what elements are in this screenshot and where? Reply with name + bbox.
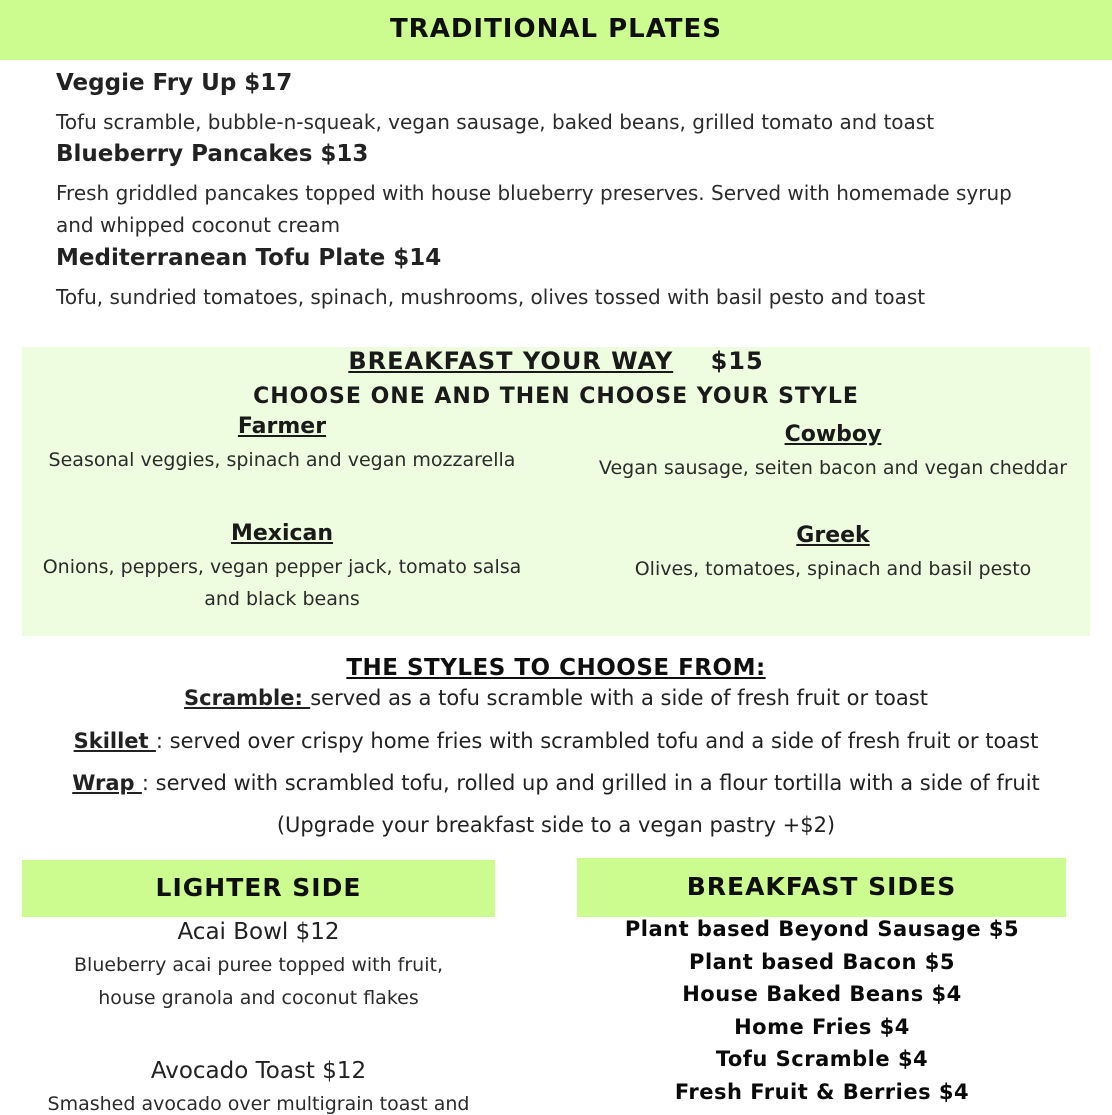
traditional-header: TRADITIONAL PLATES: [389, 14, 723, 44]
style-text-skillet: : served over crispy home fries with scrambled tofu and a side of fresh fruit or toast: [155, 729, 1039, 753]
item-name-avocado-toast: Avocado Toast $12: [150, 1058, 367, 1084]
option-desc-cowboy: Vegan sausage, seiten bacon and vegan cheddar: [598, 457, 1068, 479]
option-desc-mexican-2: and black beans: [204, 588, 360, 610]
lighter-header: LIGHTER SIDE: [155, 873, 362, 902]
option-desc-farmer: Seasonal veggies, spinach and vegan mozzarella: [48, 449, 516, 471]
item-desc-veggie-fry-up: Tofu scramble, bubble-n-squeak, vegan sausage, baked beans, grilled tomato and toast: [56, 110, 935, 134]
style-label-scramble: Scramble:: [184, 686, 311, 710]
side-item: House Baked Beans $4: [682, 982, 962, 1006]
item-name-veggie-fry-up: Veggie Fry Up $17: [56, 70, 293, 96]
item-name-blueberry-pancakes: Blueberry Pancakes $13: [56, 141, 369, 167]
style-skillet: [0, 729, 1112, 753]
item-desc-avocado-toast-1: Smashed avocado over multigrain toast and: [47, 1093, 470, 1115]
side-item: Fresh Fruit & Berries $4: [674, 1080, 970, 1104]
style-label-skillet: Skillet: [73, 729, 156, 753]
side-item: Plant based Beyond Sausage $5: [624, 917, 1020, 941]
byw-title-row: [0, 347, 1112, 375]
item-desc-blueberry-pancakes-1: Fresh griddled pancakes topped with house blueberry preserves. Served with homemade syrup: [56, 181, 1012, 205]
item-name-mediterranean-tofu: Mediterranean Tofu Plate $14: [56, 245, 442, 271]
side-item: Tofu Scramble $4: [715, 1047, 929, 1071]
option-name-mexican: Mexican: [230, 521, 334, 546]
side-item: Home Fries $4: [734, 1015, 910, 1039]
sides-header: BREAKFAST SIDES: [686, 872, 957, 901]
item-desc-blueberry-pancakes-2: and whipped coconut cream: [56, 213, 341, 237]
byw-price: $15: [710, 347, 764, 375]
option-name-farmer: Farmer: [237, 414, 327, 439]
item-desc-acai-bowl-1: Blueberry acai puree topped with fruit,: [74, 954, 443, 976]
item-name-acai-bowl: Acai Bowl $12: [177, 919, 340, 945]
style-text-scramble: served as a tofu scramble with a side of fresh fruit or toast: [310, 686, 928, 710]
byw-title: BREAKFAST YOUR WAY: [348, 347, 674, 375]
style-scramble: [0, 686, 1112, 710]
item-desc-mediterranean-tofu: Tofu, sundried tomatoes, spinach, mushrooms, olives tossed with basil pesto and toast: [56, 285, 926, 309]
item-desc-acai-bowl-2: house granola and coconut flakes: [98, 987, 419, 1009]
side-item: Plant based Bacon $5: [689, 950, 955, 974]
style-wrap: [0, 771, 1112, 795]
byw-subtitle: CHOOSE ONE AND THEN CHOOSE YOUR STYLE: [253, 384, 859, 409]
style-upgrade-note: (Upgrade your breakfast side to a vegan pastry +$2): [276, 813, 836, 837]
option-desc-mexican-1: Onions, peppers, vegan pepper jack, tomato salsa: [42, 556, 522, 578]
option-name-greek: Greek: [796, 523, 870, 548]
option-name-cowboy: Cowboy: [784, 422, 882, 447]
styles-title: THE STYLES TO CHOOSE FROM:: [346, 655, 766, 681]
style-label-wrap: Wrap: [72, 771, 142, 795]
style-text-wrap: : served with scrambled tofu, rolled up and grilled in a flour tortilla with a side of fruit: [141, 771, 1040, 795]
option-desc-greek: Olives, tomatoes, spinach and basil pesto: [634, 558, 1032, 580]
